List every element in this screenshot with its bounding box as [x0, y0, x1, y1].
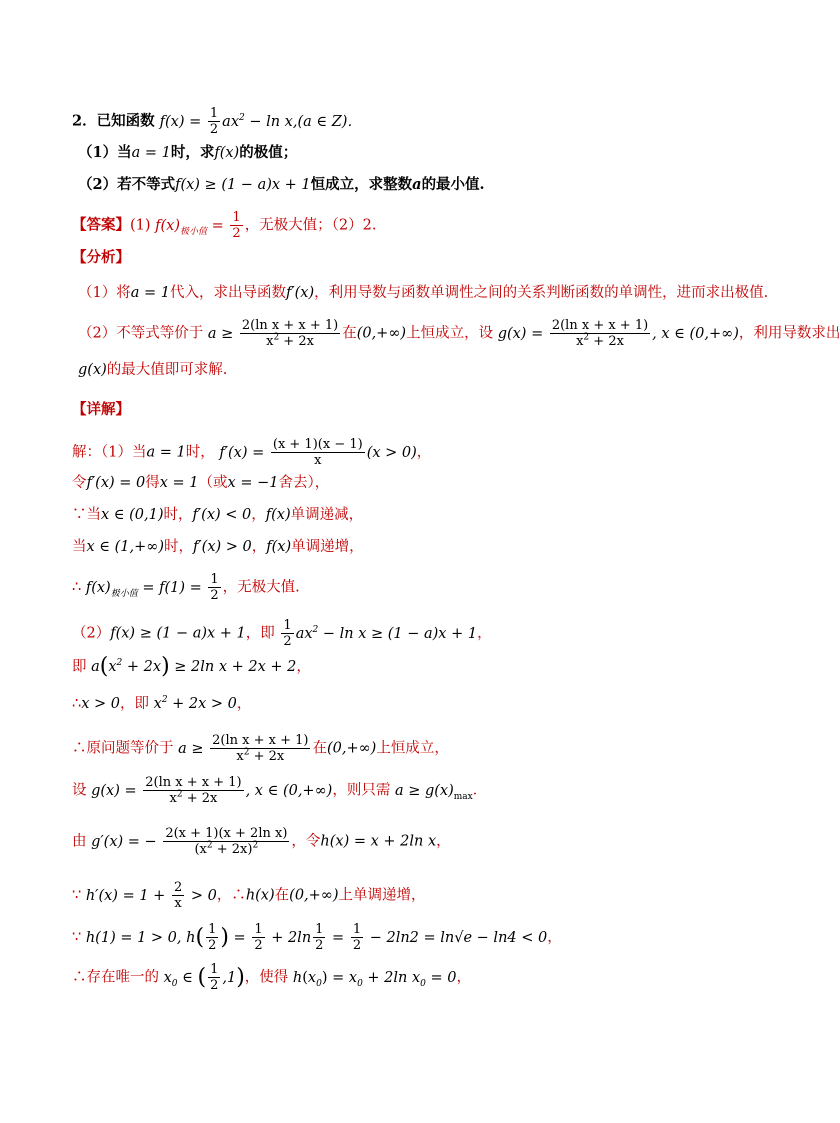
analysis-line-2: （2）不等式等价于 a ≥ $\frac{\text{2(ln x + x + 1)}}{x^2 + 2x}$ 在(0,+∞)上恒成立，设 g(x) = $\frac{\text{2(ln x + x + 1)}}{x^2 + 2x}$ , x ∈ (0,+∞)，利用导数求出 — [78, 318, 840, 349]
detail-step-9: ∴原问题等价于 a ≥ $\frac{\text{2(ln x + x + 1)}}{x^2 + 2x}$ 在(0,+∞)上恒成立， — [72, 733, 449, 764]
analysis-line-1: （1）将a = 1代入，求出导函数f′(x)，利用导数与函数单调性之间的关系判断函数的单调性，进而求出极值. — [78, 285, 769, 301]
detail-label: 【详解】 — [72, 401, 130, 418]
detail-step-8: ∴x > 0，即 $x^2 + 2x > 0$， — [72, 695, 252, 712]
detail-step-6: （2）f(x) ≥ (1 − a)x + 1，即 $\frac{1}{2}$ $ax^2 - \ln x \ge (1 - a)x + 1$， — [72, 618, 492, 649]
detail-step-2: 令f′(x) = 0得x = 1（或x = −1舍去）， — [72, 475, 330, 491]
answer-value: $f(x)_{极小值}$ = $\frac{1}{2}$ — [155, 210, 241, 241]
question-line: 2．已知函数 f(x) = $\frac{1}{2}$ $ax^2 - \ln x,(a$ ∈ Z)． — [72, 106, 362, 137]
detail-step-4: 当x ∈ (1,+∞)时，f′(x) > 0，f(x)单调递增， — [72, 539, 364, 555]
question-part2: （2）若不等式f(x) ≥ (1 − a)x + 1恒成立，求整数a的最小值. — [78, 176, 485, 193]
detail-step-5: ∴ $f(x)_{极小值} = f(1)$ = $\frac{1}{2}$ ，无极大值. — [72, 572, 300, 603]
question-formula: f(x) = $\frac{1}{2}$ $ax^2 - \ln x,(a$ ∈ Z)． — [159, 106, 362, 137]
detail-step-14: ∴存在唯一的 $x_0$ ∈ ( $\frac{1}{2}$ ,1)，使得 $h(x_0) = x_0 + 2\ln$ $x_0 = 0$， — [72, 962, 471, 993]
detail-step-10: 设 g(x) = $\frac{\text{2(ln x + x + 1)}}{x^2 + 2x}$ , x ∈ (0,+∞)，则只需 $a \ge g(x)_{max}$． — [72, 775, 488, 806]
analysis-line-3: g(x)的最大值即可求解. — [78, 362, 228, 378]
detail-step-11: 由 g′(x) = − $\frac{\text{2(x + 1)(x + 2ln x)}}{(x^2 + 2x)^2}$ ，令h(x) = x + 2ln x， — [72, 826, 451, 857]
analysis-inequality: a ≥ $\frac{\text{2(ln x + x + 1)}}{x^2 + 2x}$ — [207, 318, 339, 349]
detail-step-12: ∵ h′(x) = 1 + $\frac{2}{x}$ > 0，∴h(x)在(0,+∞)上单调递增， — [72, 880, 426, 911]
detail-step-1: 解：（1）当a = 1时， f′(x) = $\frac{(x + 1)(x - 1)}{x}$ (x > 0)， — [72, 437, 432, 468]
answer-line: 【答案】(1) $f(x)_{极小值}$ = $\frac{1}{2}$ ，无极大值；（2）2. — [72, 210, 377, 241]
detail-step-3: ∵当x ∈ (0,1)时，f′(x) < 0，f(x)单调递减， — [72, 507, 364, 523]
detail-step-7: 即 $a(x^2 + 2x) \ge 2\ln$ x + 2x + 2， — [72, 654, 311, 679]
detail-step-13: ∵ h(1) = 1 > 0, h( $\frac{1}{2}$ ) = $\frac{1}{2}$ + 2ln $\frac{1}{2}$ = $\frac{1}{2}$ − 2ln2 = ln√e − ln4 < 0， — [72, 922, 562, 953]
analysis-label: 【分析】 — [72, 249, 130, 266]
analysis-g-def: g(x) = $\frac{\text{2(ln x + x + 1)}}{x^2 + 2x}$ , x ∈ (0,+∞) — [497, 318, 739, 349]
question-number: 2． — [72, 112, 97, 130]
answer-label: 【答案】 — [72, 216, 130, 234]
question-part1: （1）当a = 1时，求f(x)的极值； — [78, 144, 298, 161]
